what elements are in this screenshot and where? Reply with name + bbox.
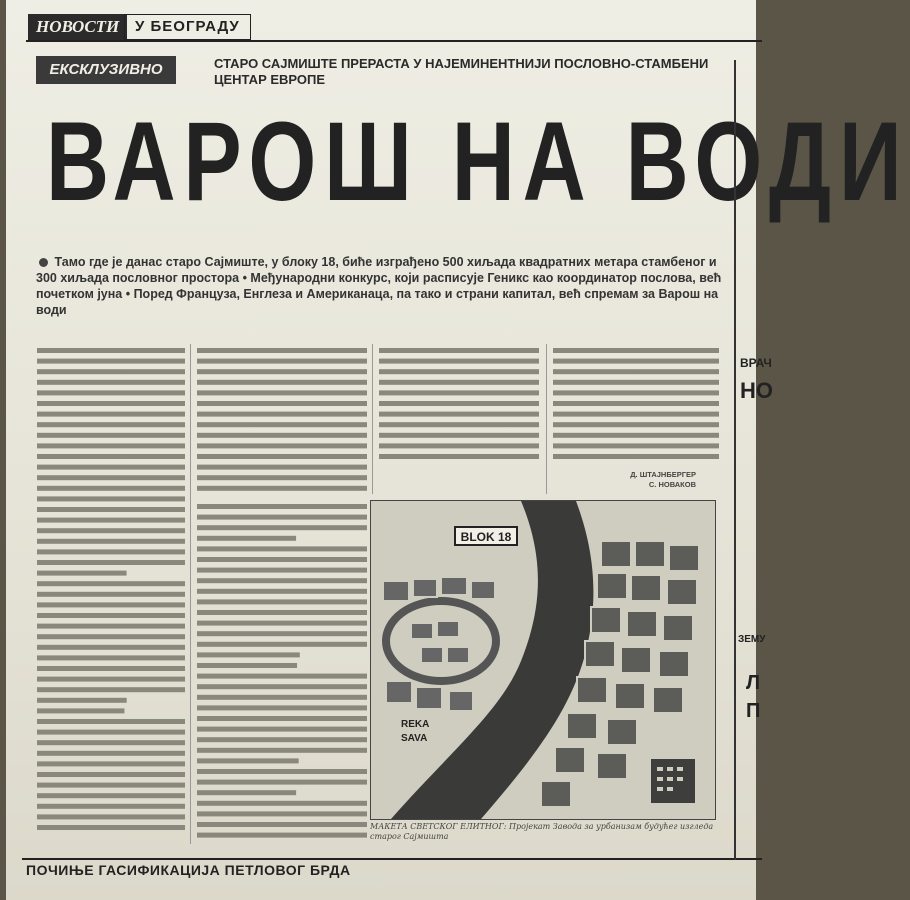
text-line [37, 539, 185, 544]
text-line [197, 589, 367, 594]
text-line [197, 748, 367, 753]
text-line [197, 631, 367, 636]
text-line [37, 518, 185, 523]
column-divider [372, 344, 373, 494]
text-line [197, 705, 367, 710]
adjacent-fragment-4: Л [746, 672, 761, 694]
text-line [197, 525, 367, 530]
article-headline: ВАРОШ НА ВОДИ [46, 99, 910, 224]
text-line [197, 578, 367, 583]
text-line [37, 666, 185, 671]
text-line [197, 557, 367, 562]
text-line [197, 769, 367, 774]
text-line [37, 772, 185, 777]
text-line [553, 380, 719, 385]
text-line [37, 761, 185, 766]
text-line [379, 401, 539, 406]
text-line [197, 790, 296, 795]
text-line [553, 401, 719, 406]
text-line [197, 695, 367, 700]
text-line [37, 783, 185, 788]
text-line [197, 621, 367, 626]
text-line [197, 716, 367, 721]
text-line [37, 486, 185, 491]
text-line [197, 504, 367, 509]
text-line [37, 592, 185, 597]
text-line [553, 422, 719, 427]
text-line [197, 369, 367, 374]
text-line [197, 380, 367, 385]
text-line [379, 380, 539, 385]
text-line [37, 687, 185, 692]
text-line [37, 730, 185, 735]
text-line [553, 348, 719, 353]
map-label-reka: REKA [401, 719, 430, 730]
author-1: Д. ШТАЈНБЕРГЕР [630, 470, 696, 479]
text-line [197, 727, 367, 732]
text-line [37, 443, 185, 448]
text-line [197, 359, 367, 364]
body-column-2b [196, 500, 368, 846]
text-line [37, 560, 185, 565]
text-line [553, 359, 719, 364]
text-line [197, 642, 367, 647]
text-line [197, 348, 367, 353]
text-line [197, 684, 367, 689]
adjacent-fragment-2: НО [740, 378, 773, 403]
urban-plan-map [370, 500, 716, 820]
text-line [37, 708, 124, 713]
text-line [37, 613, 185, 618]
text-line [37, 369, 185, 374]
column-divider [546, 344, 547, 494]
text-line [197, 811, 367, 816]
text-line [37, 549, 185, 554]
adjacent-fragment-5: П [746, 700, 761, 722]
text-line [37, 454, 185, 459]
text-line [37, 465, 185, 470]
text-line [197, 443, 367, 448]
newspaper-page [6, 0, 910, 900]
text-line [37, 422, 185, 427]
body-column-1 [36, 344, 186, 836]
text-line [197, 412, 367, 417]
text-line [197, 546, 367, 551]
adjacent-fragment-3: ЗЕМУ [738, 634, 766, 645]
text-line [553, 369, 719, 374]
text-line [197, 390, 367, 395]
text-line [197, 737, 367, 742]
bullet-icon [39, 258, 48, 267]
adjacent-fragment-1: ВРАЧ [740, 356, 772, 370]
body-column-3 [378, 344, 540, 464]
text-line [379, 422, 539, 427]
text-line [37, 751, 185, 756]
lead-text: Тамо где је данас старо Сајмиште, у блоку 18, биће изграђено 500 хиљада квадратних метара стамбеног и 300 хиљада пословног простора • Међународни конкурс, који расписује Геникс као координатор послова, већ почетком јуна • Поред Француза, Енглеза и Американаца, па тако и страни капитал, већ спремам за Варош на води [36, 255, 722, 317]
text-line [553, 454, 719, 459]
text-line [37, 401, 185, 406]
text-line [379, 359, 539, 364]
text-line [197, 833, 367, 838]
text-line [197, 486, 367, 491]
exclusive-tag: ЕКСКЛУЗИВНО [36, 56, 176, 84]
body-column-4 [552, 344, 720, 462]
text-line [553, 443, 719, 448]
text-line [37, 348, 185, 353]
text-line [197, 610, 367, 615]
text-line [37, 507, 185, 512]
map-caption: МАКЕТА СВЕТСКОГ ЕЛИТНОГ: Пројекат Завода за урбанизам будућег изгледа старог Сајмишта [370, 822, 714, 841]
text-line [197, 801, 367, 806]
body-text-texture [196, 500, 368, 846]
text-line [37, 698, 127, 703]
column-divider [190, 344, 191, 844]
text-line [197, 674, 367, 679]
text-line [37, 581, 185, 586]
body-text-texture [36, 344, 186, 836]
text-line [553, 390, 719, 395]
map-drawing [371, 501, 715, 819]
text-line [379, 369, 539, 374]
text-line [197, 780, 367, 785]
text-line [37, 359, 185, 364]
text-line [37, 814, 185, 819]
text-line [379, 390, 539, 395]
next-article-headline: ПОЧИЊЕ ГАСИФИКАЦИЈА ПЕТЛОВОГ БРДА [26, 862, 351, 878]
subsection-label: У БЕОГРАДУ [124, 14, 251, 40]
body-column-2 [196, 344, 368, 494]
text-line [197, 422, 367, 427]
text-line [197, 663, 297, 668]
text-line [37, 655, 185, 660]
text-line [37, 390, 185, 395]
article-authors [586, 470, 696, 490]
body-text-texture [552, 344, 720, 462]
text-line [197, 515, 367, 520]
text-line [197, 599, 367, 604]
text-line [37, 804, 185, 809]
text-line [37, 475, 185, 480]
article-lead [36, 254, 736, 318]
text-line [197, 536, 296, 541]
text-line [37, 645, 185, 650]
text-line [37, 602, 185, 607]
text-line [37, 719, 185, 724]
text-line [379, 433, 539, 438]
text-line [37, 677, 185, 682]
text-line [37, 793, 185, 798]
text-line [37, 634, 185, 639]
text-line [197, 401, 367, 406]
text-line [37, 528, 185, 533]
text-line [37, 571, 127, 576]
text-line [37, 412, 185, 417]
section-label: НОВОСТИ [28, 14, 127, 40]
text-line [553, 412, 719, 417]
text-line [379, 454, 539, 459]
text-line [37, 825, 185, 830]
text-line [37, 624, 185, 629]
text-line [197, 822, 367, 827]
text-line [37, 433, 185, 438]
map-label-sava: SAVA [401, 733, 428, 744]
adjacent-column [734, 60, 773, 860]
author-2: С. НОВАКОВ [648, 480, 696, 489]
text-line [37, 380, 185, 385]
text-line [197, 568, 367, 573]
body-text-texture [196, 344, 368, 494]
body-text-texture [378, 344, 540, 464]
article-kicker: СТАРО САЈМИШТЕ ПРЕРАСТА У НАЈЕМИНЕНТНИЈИ ПОСЛОВНО-СТАМБЕНИ ЦЕНТАР ЕВРОПЕ [214, 56, 709, 87]
text-line [197, 454, 367, 459]
text-line [379, 412, 539, 417]
text-line [197, 433, 367, 438]
text-line [37, 740, 185, 745]
text-line [379, 443, 539, 448]
map-label-blok: BLOK 18 [460, 530, 512, 544]
text-line [379, 348, 539, 353]
text-line [197, 475, 367, 480]
text-line [197, 758, 299, 763]
text-line [553, 433, 719, 438]
text-line [197, 465, 367, 470]
text-line [197, 652, 300, 657]
text-line [37, 496, 185, 501]
